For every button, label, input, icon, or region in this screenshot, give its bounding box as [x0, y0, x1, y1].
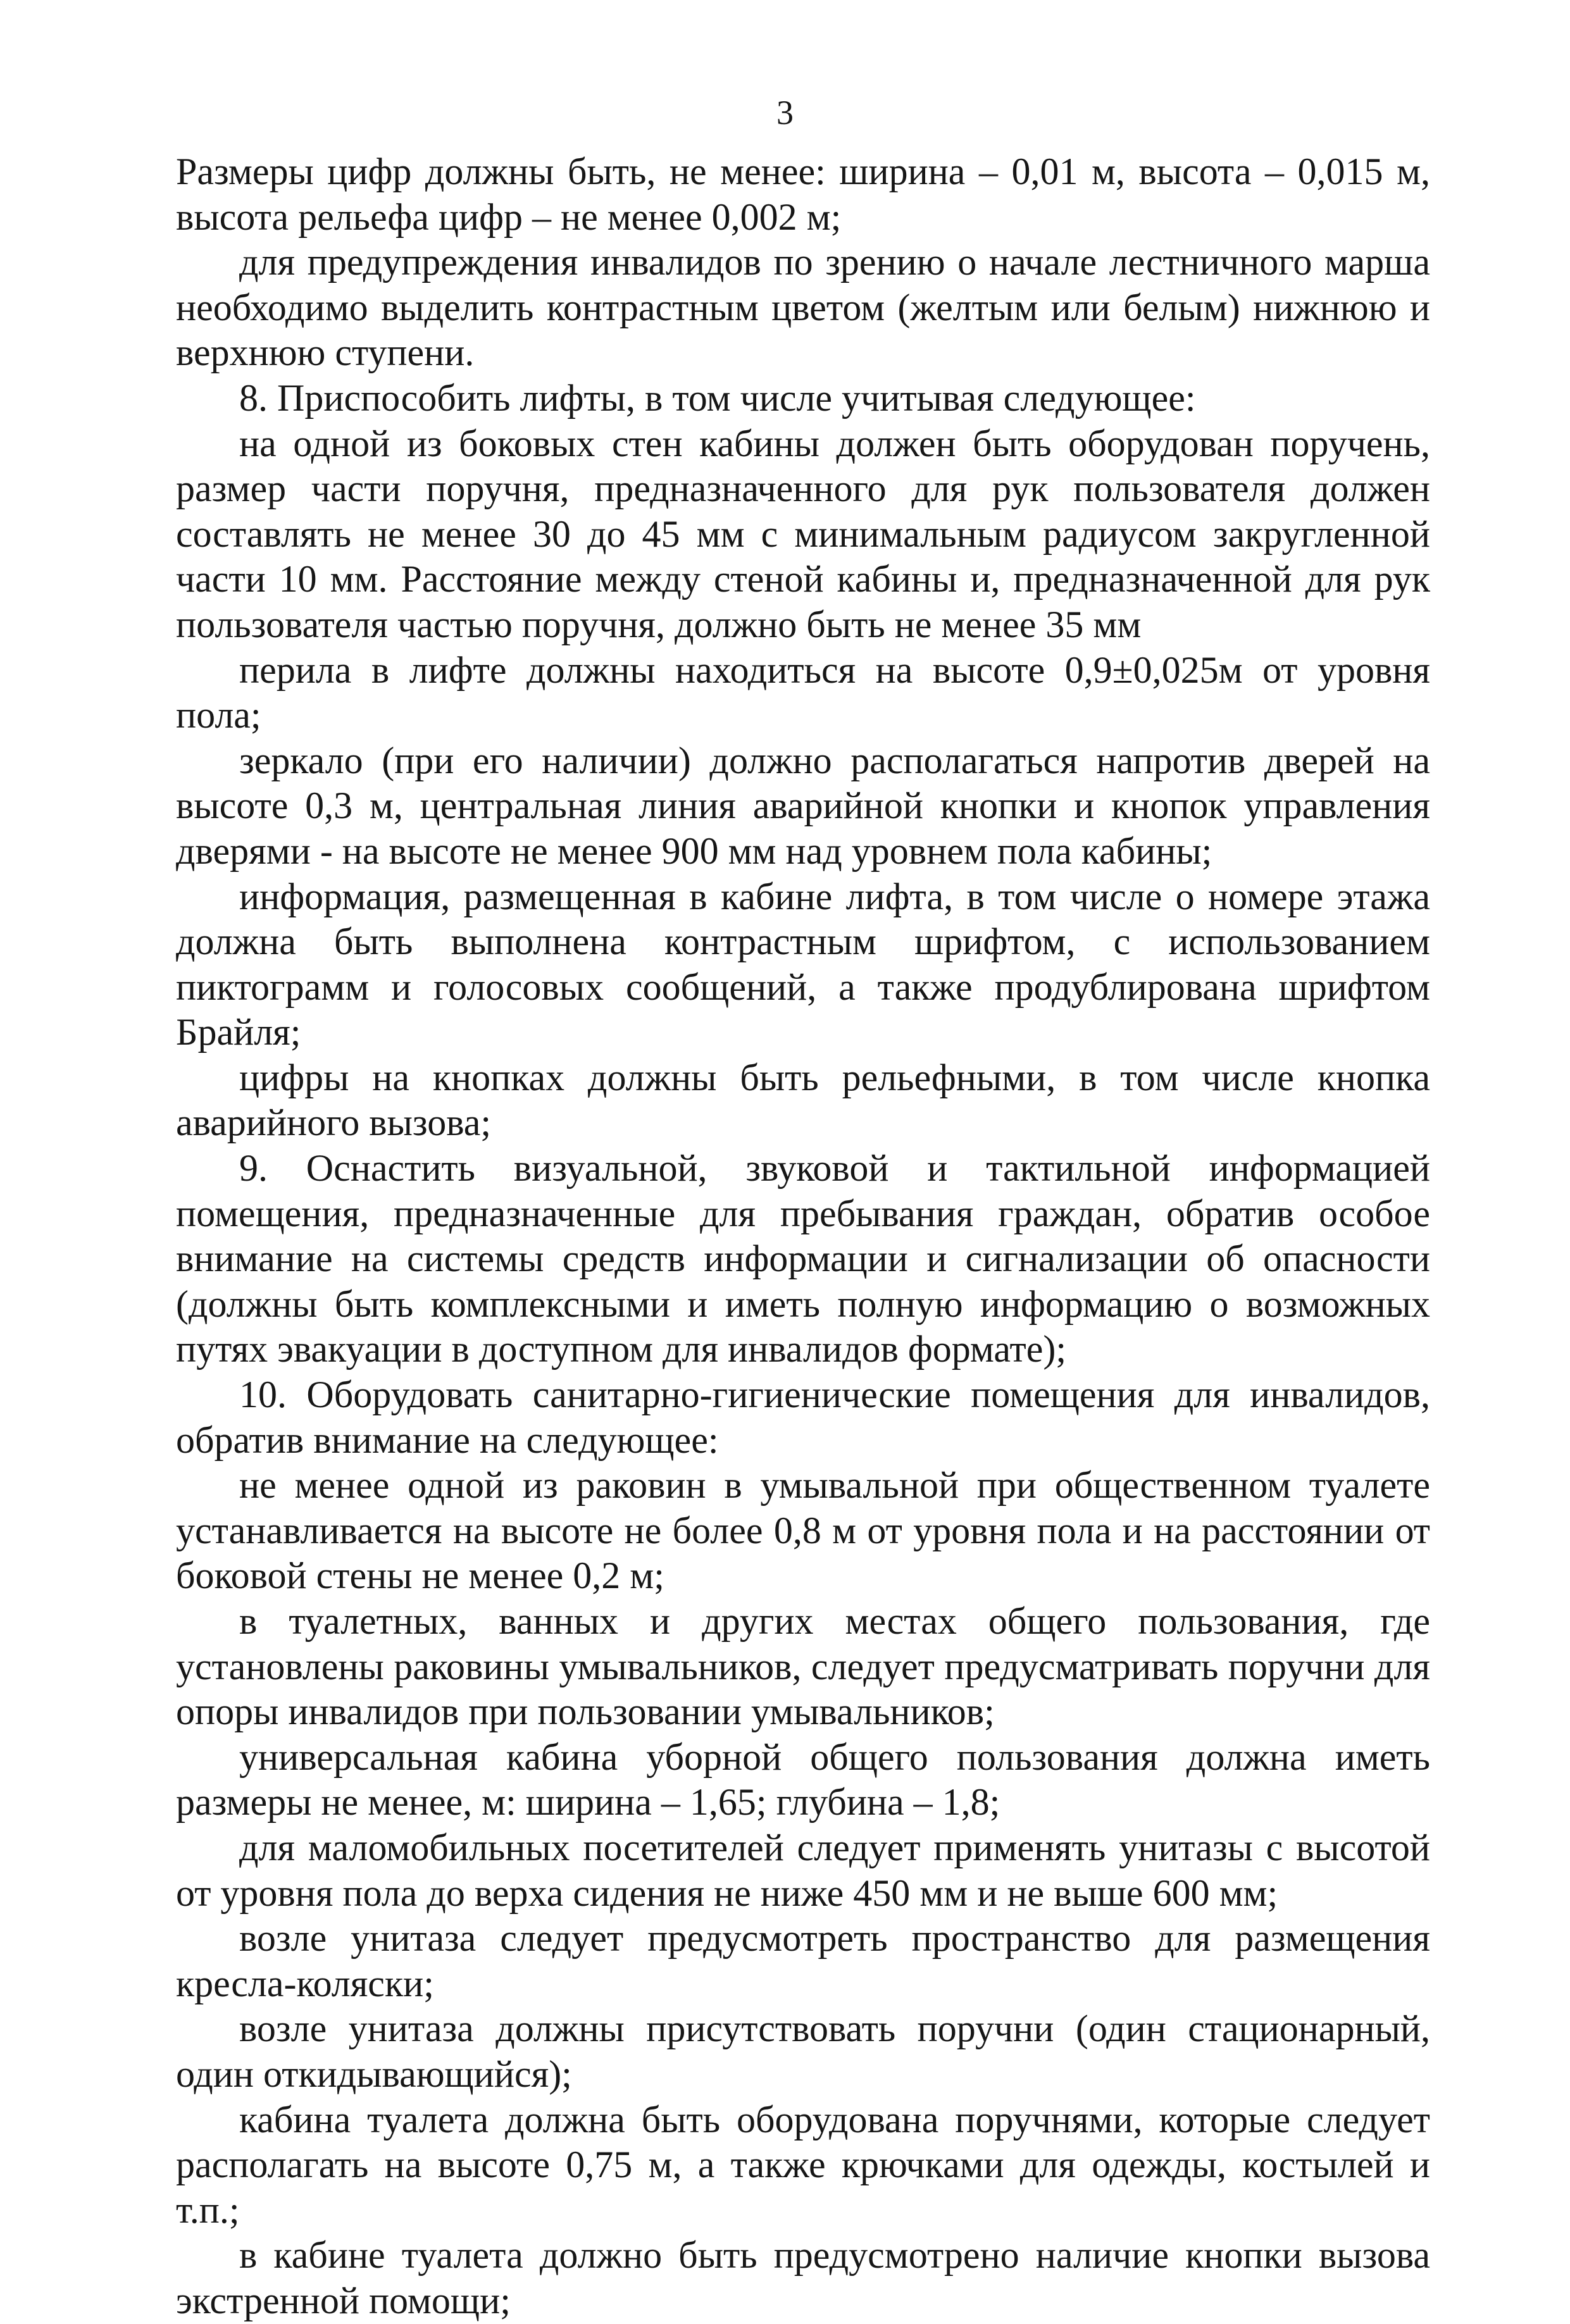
paragraph-toilet-handrails: возле унитаза должны присутствовать поручни (один стационарный, один откидывающийся); — [176, 2008, 1430, 2095]
page-number: 3 — [776, 94, 794, 132]
document-body — [176, 149, 1430, 2324]
paragraph-digit-sizes: Размеры цифр должны быть, не менее: ширина – 0,01 м, высота – 0,015 м, высота рельефа цифр – не менее 0,002 м; — [176, 151, 1430, 238]
paragraph-universal-cabin-size: универсальная кабина уборной общего пользования должна иметь размеры не менее, м: ширина – 1,65; глубина – 1,8; — [176, 1736, 1430, 1824]
paragraph-elevator-information: информация, размещенная в кабине лифта, в том числе о номере этажа должна быть выполнена контрастным шрифтом, с использованием пиктограмм и голосовых сообщений, а также продублирована шрифтом Брайля; — [176, 875, 1430, 1053]
paragraph-stair-contrast: для предупреждения инвалидов по зрению о начале лестничного марша необходимо выделить контрастным цветом (желтым или белым) нижнюю и верхнюю ступени. — [176, 241, 1430, 374]
paragraph-wheelchair-space: возле унитаза следует предусмотреть пространство для размещения кресла-коляски; — [176, 1917, 1430, 2004]
paragraph-elevator-mirror: зеркало (при его наличии) должно располагаться напротив дверей на высоте 0,3 м, центральная линия аварийной кнопки и кнопок управления дверями - на высоте не менее 900 мм над уровнем пола кабины; — [176, 739, 1430, 872]
paragraph-elevator-railing-height: перила в лифте должны находиться на высоте 0,9±0,025м от уровня пола; — [176, 649, 1430, 736]
paragraph-cabin-handrails-hooks: кабина туалета должна быть оборудована поручнями, которые следует располагать на высоте 0,75 м, а также крючками для одежды, костылей и т.п.; — [176, 2098, 1430, 2231]
paragraph-washbasin-handrails: в туалетных, ванных и других местах общего пользования, где установлены раковины умывальников, следует предусматривать поручни для опоры инвалидов при пользовании умывальников; — [176, 1600, 1430, 1733]
paragraph-item-8-elevators: 8. Приспособить лифты, в том числе учитывая следующее: — [239, 376, 1196, 419]
paragraph-item-9-information: 9. Оснастить визуальной, звуковой и тактильной информацией помещения, предназначенные для пребывания граждан, обратив особое внимание на системы средств информации и сигнализации об опасности (должны быть комплексными и иметь полную информацию о возможных путях эвакуации в доступном для инвалидов формате); — [176, 1147, 1430, 1370]
paragraph-elevator-buttons: цифры на кнопках должны быть рельефными, в том числе кнопка аварийного вызова; — [176, 1056, 1430, 1144]
paragraph-elevator-handrail: на одной из боковых стен кабины должен быть оборудован поручень, размер части поручня, предназначенного для рук пользователя должен составлять не менее 30 до 45 мм с минимальным радиусом закругленной части 10 мм. Расстояние между стеной кабины и, предназначенной для рук пользователя частью поручня, должно быть не менее 35 мм — [176, 422, 1430, 645]
paragraph-toilet-height: для маломобильных посетителей следует применять унитазы с высотой от уровня пола до верха сидения не ниже 450 мм и не выше 600 мм; — [176, 1826, 1430, 1914]
paragraph-item-10-sanitary: 10. Оборудовать санитарно-гигиенические помещения для инвалидов, обратив внимание на следующее: — [176, 1374, 1430, 1461]
paragraph-emergency-button: в кабине туалета должно быть предусмотрено наличие кнопки вызова экстренной помощи; — [176, 2234, 1430, 2321]
paragraph-washbasin-height: не менее одной из раковин в умывальной при общественном туалете устанавливается на высоте не более 0,8 м от уровня пола и на расстоянии от боковой стены не менее 0,2 м; — [176, 1464, 1430, 1597]
